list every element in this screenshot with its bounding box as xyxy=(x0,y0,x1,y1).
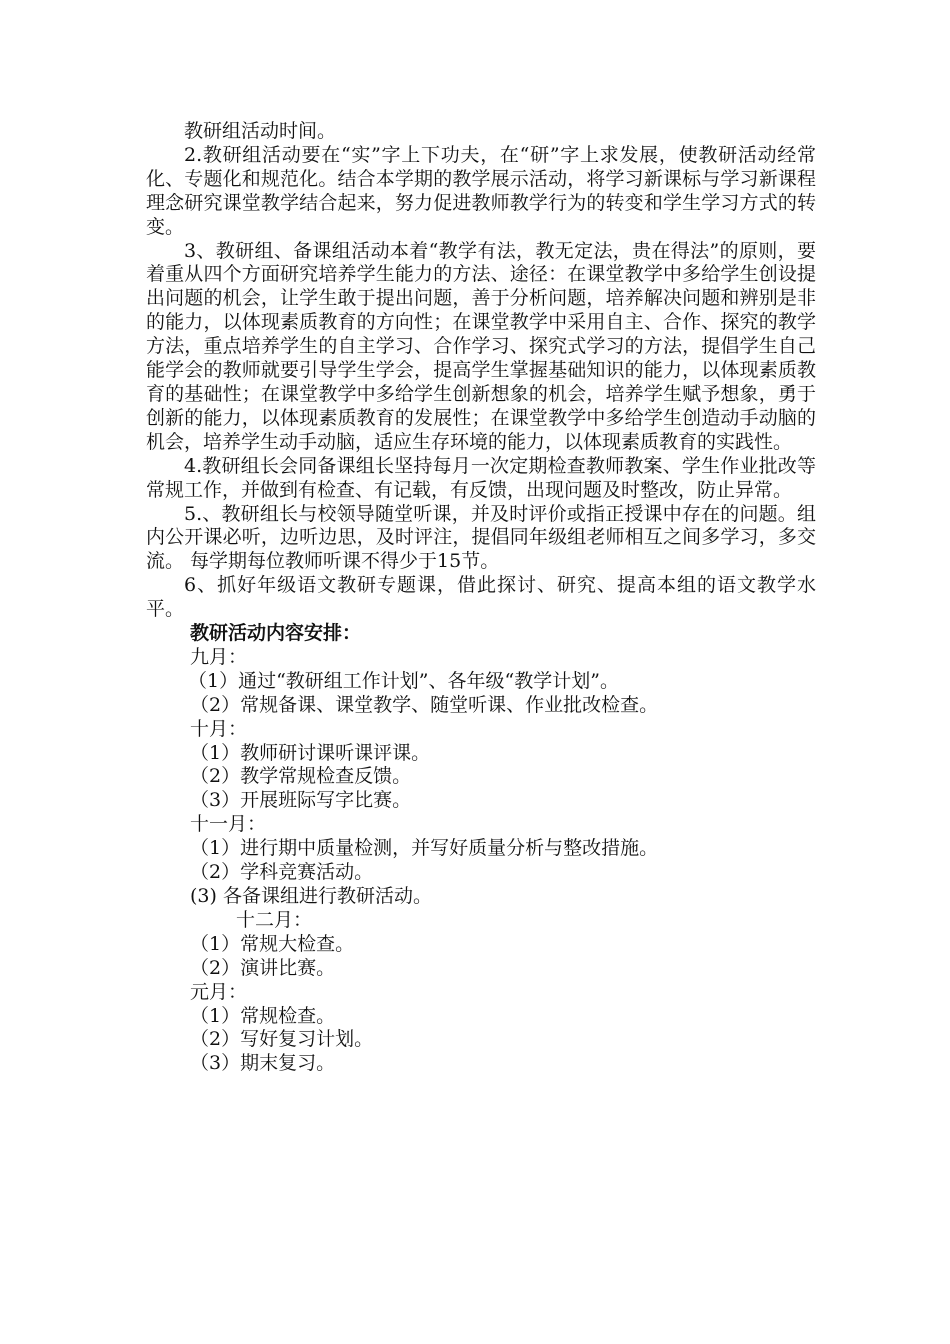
month-january: 元月： xyxy=(190,980,248,1003)
month-january-item-2: （2）写好复习计划。 xyxy=(190,1028,374,1051)
month-december: 十二月： xyxy=(236,908,313,931)
month-january-item-1: （1）常规检查。 xyxy=(190,1004,336,1027)
month-october: 十月： xyxy=(190,717,248,740)
paragraph-4: 4.教研组长会同备课组长坚持每月一次定期检查教师教案、学生作业批改等常规工作，并做到有检查、有记载，有反馈，出现问题及时整改，防止异常。 xyxy=(146,454,816,501)
document-body xyxy=(146,120,816,1076)
month-november-item-1: （1）进行期中质量检测，并写好质量分析与整改措施。 xyxy=(190,837,659,860)
month-december-item-1: （1）常规大检查。 xyxy=(190,932,355,955)
paragraph-2: 2.教研组活动要在“实”字上下功夫，在“研”字上求发展，使教研活动经常化、专题化和规范化。结合本学期的教学展示活动，将学习新课标与学习新课程理念研究课堂教学结合起来，努力促进教师教学行为的转变和学生学习方式的转变。 xyxy=(146,143,816,238)
month-september: 九月： xyxy=(190,645,248,668)
month-october-item-3: （3）开展班际写字比赛。 xyxy=(190,789,412,812)
paragraph-3: 3、教研组、备课组活动本着“教学有法，教无定法，贵在得法”的原则，要着重从四个方面研究培养学生能力的方法、途径：在课堂教学中多给学生创设提出问题的机会，让学生敢于提出问题，善于分析问题，培养解决问题和辨别是非的能力，以体现素质教育的方向性；在课堂教学中采用自主、合作、探究的教学方法，重点培养学生的自主学习、合作学习、探究式学习的方法，提倡学生自己能学会的教师就要引导学生学会，提高学生掌握基础知识的能力，以体现素质教育的基础性；在课堂教学中多给学生创新想象的机会，培养学生赋予想象，勇于创新的能力，以体现素质教育的发展性；在课堂教学中多给学生创造动手动脑的机会，培养学生动手动脑，适应生存环境的能力，以体现素质教育的实践性。 xyxy=(146,239,816,453)
month-september-item-2: （2）常规备课、课堂教学、随堂听课、作业批改检查。 xyxy=(190,693,659,716)
paragraph-6: 6、抓好年级语文教研专题课，借此探讨、研究、提高本组的语文教学水平。 xyxy=(146,574,816,621)
month-december-item-2: （2）演讲比赛。 xyxy=(190,956,336,979)
month-november-item-3: (3) 各备课组进行教研活动。 xyxy=(190,885,432,907)
month-october-item-2: （2）教学常规检查反馈。 xyxy=(190,765,412,788)
paragraph-1: 教研组活动时间。 xyxy=(184,120,337,142)
month-january-item-3: （3）期末复习。 xyxy=(190,1052,336,1075)
month-november: 十一月： xyxy=(190,813,267,836)
month-september-item-1: （1）通过“教研组工作计划”、各年级“教学计划”。 xyxy=(188,669,619,692)
paragraph-5: 5.、教研组长与校领导随堂听课，并及时评价或指正授课中存在的问题。组内公开课必听，边听边思，及时评注，提倡同年级组老师相互之间多学习，多交流。 每学期每位教师听课不得少于15节。 xyxy=(146,502,816,573)
schedule-heading: 教研活动内容安排： xyxy=(190,622,362,645)
month-october-item-1: （1）教师研讨课听课评课。 xyxy=(190,741,431,764)
month-november-item-2: （2）学科竞赛活动。 xyxy=(190,861,374,884)
